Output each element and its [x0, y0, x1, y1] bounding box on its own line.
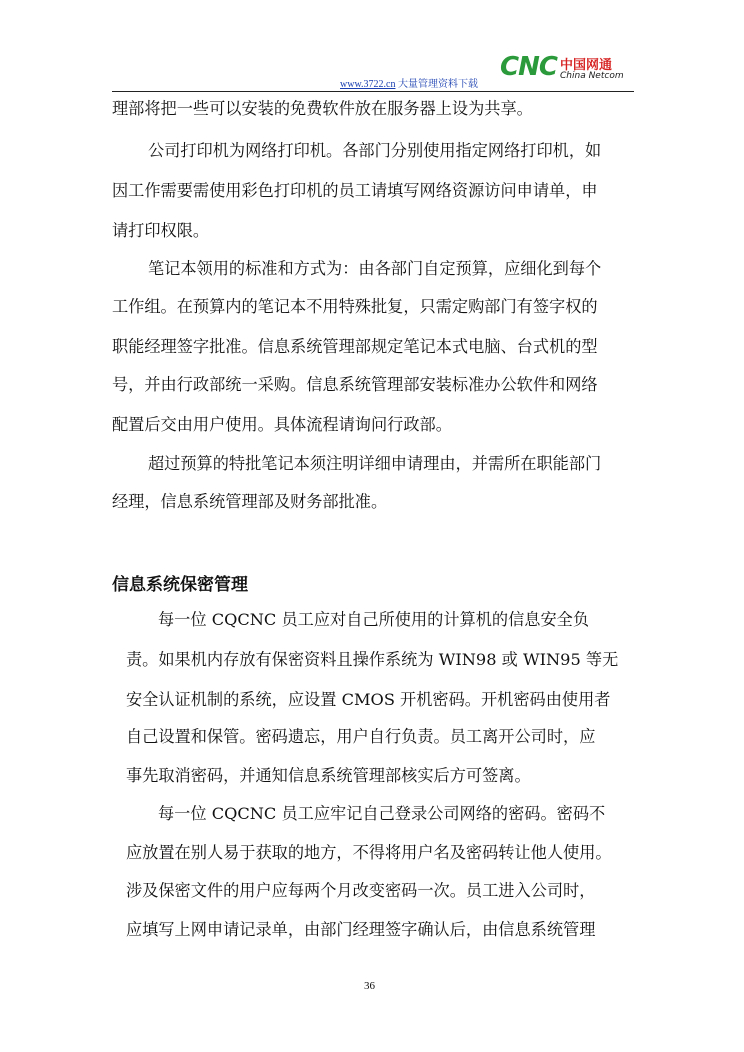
body-line: 请打印权限。 [112, 221, 210, 240]
logo-chinese-name: 中国网通 [560, 58, 613, 73]
logo-letters: CNC [500, 52, 557, 82]
body-line: 应放置在别人易于获取的地方，不得将用户名及密码转让他人使用。 [126, 843, 612, 862]
header-divider [112, 91, 634, 92]
body-line: 超过预算的特批笔记本须注明详细申请理由，并需所在职能部门 [148, 454, 602, 473]
page-header [112, 44, 634, 92]
cnc-logo [500, 52, 634, 86]
body-line: 职能经理签字批准。信息系统管理部规定笔记本式电脑、台式机的型 [112, 337, 598, 356]
body-line: 每一位 CQCNC 员工应牢记自己登录公司网络的密码。密码不 [158, 804, 606, 823]
header-site-text: 大量管理资料下载 [397, 79, 478, 90]
body-line: 每一位 CQCNC 员工应对自己所使用的计算机的信息安全负 [158, 610, 590, 629]
header-source-line [340, 75, 478, 90]
body-line: 涉及保密文件的用户应每两个月改变密码一次。员工进入公司时， [126, 881, 596, 900]
page-number: 36 [364, 980, 375, 992]
body-line: 笔记本领用的标准和方式为：由各部门自定预算，应细化到每个 [148, 259, 602, 278]
body-line: 应填写上网申请记录单，由部门经理签字确认后，由信息系统管理 [126, 920, 596, 939]
body-line: 责。如果机内存放有保密资料且操作系统为 WIN98 或 WIN95 等无 [126, 650, 619, 669]
logo-english-name: China Netcom [560, 71, 624, 81]
body-line: 安全认证机制的系统，应设置 CMOS 开机密码。开机密码由使用者 [126, 690, 611, 709]
body-line: 工作组。在预算内的笔记本不用特殊批复，只需定购部门有签字权的 [112, 297, 598, 316]
body-line: 因工作需要需使用彩色打印机的员工请填写网络资源访问申请单，申 [112, 181, 598, 200]
body-line: 配置后交由用户使用。具体流程请询问行政部。 [112, 415, 452, 434]
section-heading: 信息系统保密管理 [112, 575, 248, 595]
header-url-link[interactable]: www.3722.cn [340, 79, 396, 90]
body-line: 自己设置和保管。密码遗忘，用户自行负责。员工离开公司时，应 [126, 727, 596, 746]
body-line: 公司打印机为网络打印机。各部门分别使用指定网络打印机，如 [148, 141, 602, 160]
body-line: 经理，信息系统管理部及财务部批准。 [112, 492, 388, 511]
body-line: 理部将把一些可以安装的免费软件放在服务器上设为共享。 [112, 99, 533, 118]
body-line: 事先取消密码，并通知信息系统管理部核实后方可签离。 [126, 766, 531, 785]
body-line: 号，并由行政部统一采购。信息系统管理部安装标准办公软件和网络 [112, 375, 598, 394]
